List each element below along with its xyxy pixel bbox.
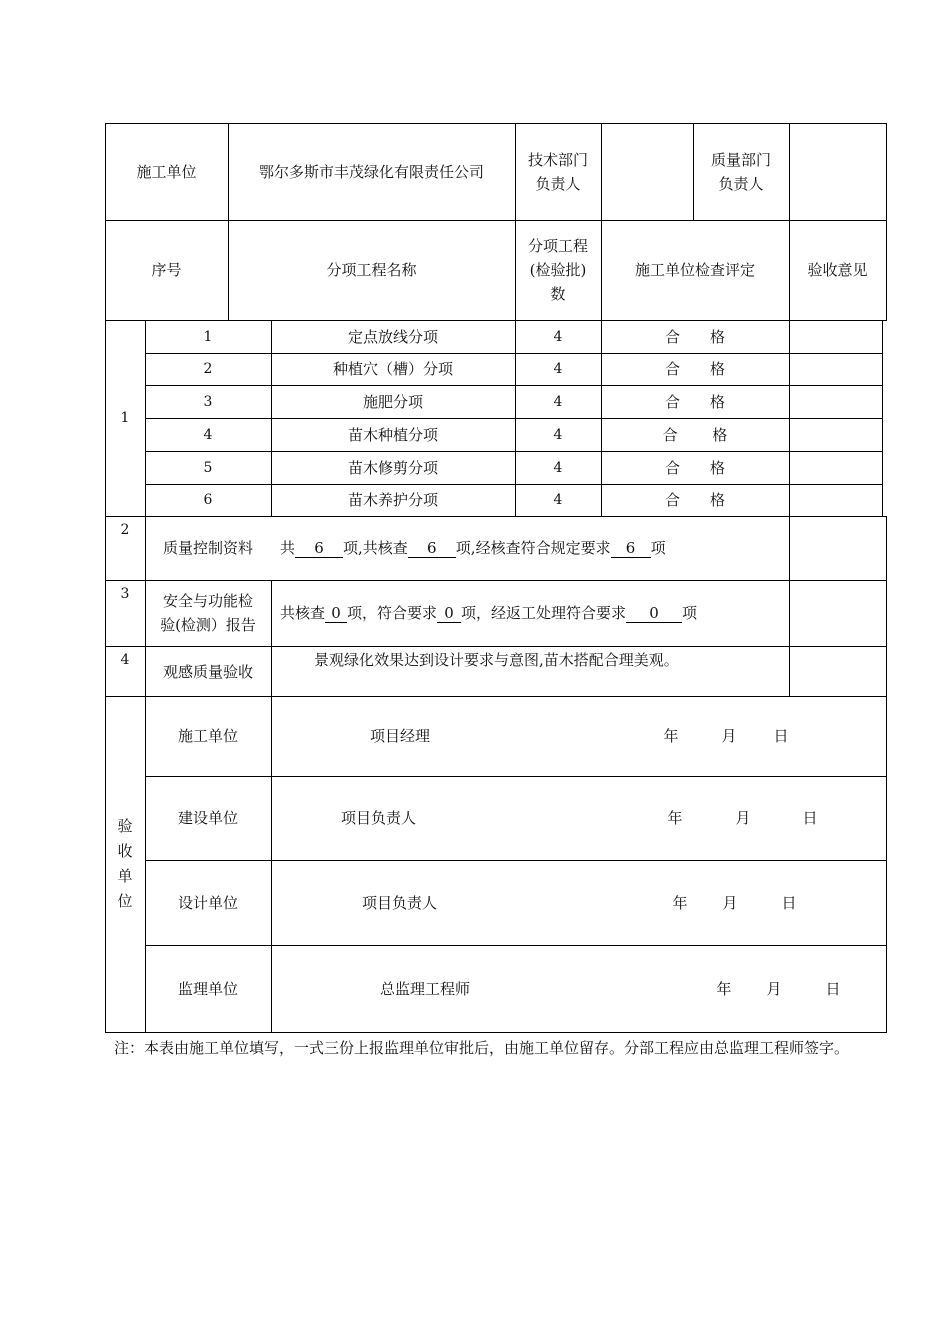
acceptance-unit: 监理单位: [177, 979, 238, 998]
section-2-number: 2: [120, 522, 130, 538]
item-result: 合 格: [662, 425, 728, 444]
item-no: 4: [203, 426, 213, 443]
acceptance-day[interactable]: 日: [802, 809, 818, 827]
quality-dept-signature[interactable]: [789, 123, 886, 220]
col-header-name: 分项工程名称: [326, 261, 417, 279]
item-no: 1: [203, 328, 213, 345]
col-header-check: 施工单位检查评定: [634, 261, 755, 279]
acceptance-day[interactable]: 日: [825, 980, 841, 998]
acceptance-role: 总监理工程师: [380, 980, 471, 998]
quality-docs-summary: 共 6 项,共核查 6 项,经核查符合规定要求 6 项: [280, 538, 666, 557]
item-count: 4: [553, 492, 563, 508]
item-count: 4: [553, 361, 563, 377]
safety-compliant[interactable]: 0: [437, 604, 461, 623]
quality-docs-total[interactable]: 6: [295, 539, 343, 558]
appearance-text: 景观绿化效果达到设计要求与意图,苗木搭配合理美观。: [314, 651, 679, 669]
acceptance-month[interactable]: 月: [722, 894, 738, 912]
quality-dept-label: 质量部门 负责人: [710, 150, 771, 193]
safety-reworked[interactable]: 0: [626, 604, 682, 623]
quality-docs-checked[interactable]: 6: [408, 539, 456, 558]
acceptance-year[interactable]: 年: [716, 980, 732, 998]
item-name: 苗木种植分项: [347, 425, 438, 444]
acceptance-month[interactable]: 月: [735, 809, 751, 827]
safety-report-label: 安全与功能检 验(检测）报告: [160, 592, 256, 634]
footnote: 注：本表由施工单位填写，一式三份上报监理单位审批后，由施工单位留存。分部工程应由总监理工程师签字。: [114, 1039, 850, 1057]
acceptance-unit: 施工单位: [177, 727, 238, 745]
acceptance-year[interactable]: 年: [667, 809, 683, 827]
acceptance-day[interactable]: 日: [781, 894, 797, 912]
unit-label: 施工单位: [136, 162, 197, 181]
acceptance-day[interactable]: 日: [773, 727, 789, 745]
tech-dept-signature[interactable]: [601, 123, 693, 220]
acceptance-month[interactable]: 月: [766, 980, 782, 998]
item-count: 4: [553, 426, 563, 443]
acceptance-unit: 建设单位: [177, 809, 238, 827]
item-no: 6: [203, 492, 213, 508]
section-3-number: 3: [120, 586, 130, 602]
acceptance-role: 项目负责人: [362, 894, 438, 912]
item-count: 4: [553, 393, 563, 410]
item-count: 4: [553, 328, 563, 345]
item-no: 5: [203, 459, 213, 476]
acceptance-year[interactable]: 年: [672, 894, 688, 912]
item-name: 苗木修剪分项: [347, 458, 438, 477]
col-header-opinion: 验收意见: [807, 261, 868, 279]
item-name: 种植穴（槽）分项: [332, 360, 453, 378]
unit-name: 鄂尔多斯市丰茂绿化有限责任公司: [258, 162, 484, 181]
safety-report-summary: 共核查 0 项，符合要求 0 项，经返工处理符合要求 0 项: [280, 603, 698, 622]
section-4-number: 4: [120, 652, 130, 668]
acceptance-units-label: 验 收 单 位: [117, 817, 133, 910]
item-result: 合 格: [664, 392, 725, 411]
item-result: 合 格: [664, 491, 725, 509]
item-result: 合 格: [664, 360, 725, 378]
safety-checked[interactable]: 0: [325, 604, 347, 623]
item-no: 2: [203, 361, 213, 377]
section-1-number: 1: [120, 410, 130, 426]
item-name: 施肥分项: [362, 392, 423, 411]
item-result: 合 格: [664, 327, 725, 346]
col-header-count: 分项工程 (检验批) 数: [527, 237, 588, 303]
item-no: 3: [203, 393, 213, 410]
acceptance-month[interactable]: 月: [721, 727, 737, 745]
tech-dept-label: 技术部门 负责人: [527, 150, 588, 193]
col-header-no: 序号: [151, 261, 182, 279]
quality-docs-compliant[interactable]: 6: [611, 539, 651, 558]
item-count: 4: [553, 459, 563, 476]
acceptance-role: 项目负责人: [341, 809, 417, 827]
acceptance-unit: 设计单位: [177, 893, 238, 912]
acceptance-role: 项目经理: [370, 727, 431, 745]
quality-docs-label: 质量控制资料: [162, 539, 253, 557]
item-name: 定点放线分项: [347, 327, 438, 346]
acceptance-year[interactable]: 年: [663, 727, 679, 745]
item-result: 合 格: [664, 458, 725, 477]
appearance-label: 观感质量验收: [162, 663, 253, 681]
item-name: 苗木养护分项: [347, 491, 438, 509]
